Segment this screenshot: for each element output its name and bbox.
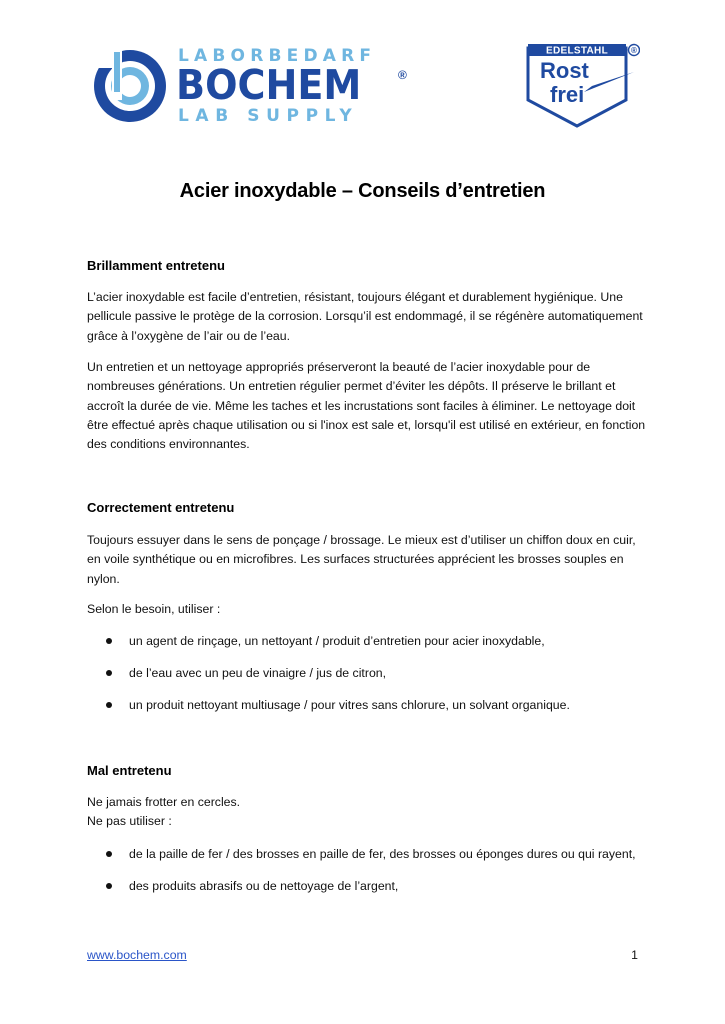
section-heading-mal: Mal entretenu [87,763,172,778]
brand-line-lab-supply: LAB SUPPLY [178,106,359,126]
badge-registered-mark: ® [631,46,637,55]
section-paragraph: Un entretien et un nettoyage appropriés préserveront la beauté de l’acier inoxydable pour de nombreuses générations. Un entretien régulier permet d’éviter les dépôts. Il préserve le brillant et accroît la durée de vie. Même les taches et les incrustations sont faciles à éliminer. Le nettoyage doit être effectué après chaque utilisation ou si l'inox est sale et, lorsqu'il est utilisé en extérieur, en fonction des conditions environnantes. [87,360,646,452]
list-item: un agent de rinçage, un nettoyant / produit d’entretien pour acier inoxydable, [87,632,647,664]
section-paragraph: Ne pas utiliser : [87,814,172,828]
bochem-logo-text [178,44,410,126]
brand-registered-mark: ® [398,68,407,82]
bullet-icon [106,883,112,889]
section-paragraph: Selon le besoin, utiliser : [87,602,221,616]
brand-name: BOCHEM [176,61,362,109]
bullet-list-selon-besoin [87,632,647,728]
section-heading-brillamment: Brillamment entretenu [87,258,225,273]
page-title: Acier inoxydable – Conseils d’entretien [179,180,546,202]
list-item: de l’eau avec un peu de vinaigre / jus de citron, [87,664,647,696]
bullet-icon [106,851,112,857]
list-item: des produits abrasifs ou de nettoyage de l’argent, [87,877,647,909]
section-paragraph: Ne jamais frotter en cercles. [87,795,241,809]
list-item: de la paille de fer / des brosses en paille de fer, des brosses ou éponges dures ou qui rayent, [87,845,647,877]
bullet-list-ne-pas-utiliser [87,845,647,909]
bochem-logo-mark-icon [92,46,168,124]
bullet-icon [106,670,112,676]
section-heading-correctement: Correctement entretenu [87,500,235,515]
badge-word-frei: frei [550,82,585,107]
bullet-icon [106,702,112,708]
bullet-icon [106,638,112,644]
badge-word-rost: Rost [540,58,589,83]
footer-website-link[interactable]: www.bochem.com [87,948,187,962]
section-paragraph: L’acier inoxydable est facile d’entretien, résistant, toujours élégant et durablement hygiénique. Une pellicule passive le protège de la corrosion. Lorsqu’il est endommagé, il se régénère automatiquement grâce à l’oxygène de l’air ou de l’eau. [87,290,643,343]
page-number: 1 [631,948,638,962]
brand-line-laborbedarf: LABORBEDARF [178,46,377,66]
section-paragraph: Toujours essuyer dans le sens de ponçage / brossage. Le mieux est d’utiliser un chiffon doux en cuir, en voile synthétique ou en microfibres. Les surfaces structurées apprécient les brosses souples en nylon. [87,533,636,586]
list-item: un produit nettoyant multiusage / pour vitres sans chlorure, un solvant organique. [87,696,647,728]
edelstahl-rostfrei-badge [526,42,640,128]
badge-top-text: EDELSTAHL [546,45,608,57]
bochem-logo [92,44,410,126]
